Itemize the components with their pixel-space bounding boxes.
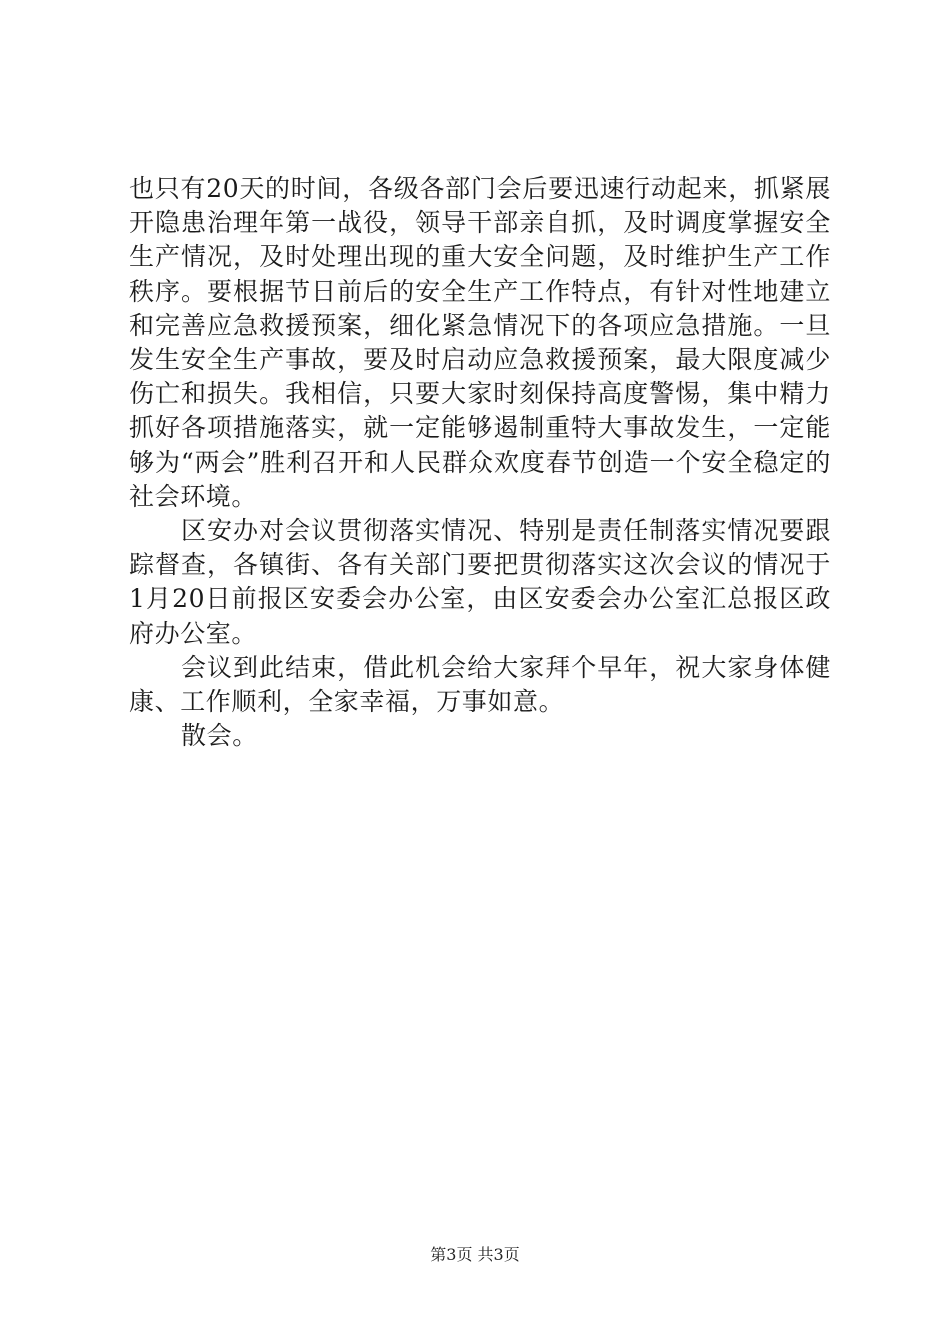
- page-footer: 第3页 共3页: [430, 1245, 520, 1264]
- paragraph-closing-remarks: 会议到此结束，借此机会给大家拜个早年，祝大家身体健康、工作顺利，全家幸福，万事如意。: [129, 652, 831, 717]
- paragraph-continuation: 也只有20天的时间，各级各部门会后要迅速行动起来，抓紧展开隐患治理年第一战役，领导干部亲自抓，及时调度掌握安全生产情况，及时处理出现的重大安全问题，及时维护生产工作秩序。要根据节日前后的安全生产工作特点，有针对性地建立和完善应急救援预案，细化紧急情况下的各项应急措施。一旦发生安全生产事故，要及时启动应急救援预案，最大限度减少伤亡和损失。我相信，只要大家时刻保持高度警惕，集中精力抓好各项措施落实，就一定能够遏制重特大事故发生，一定能够为“两会”胜利召开和人民群众欢度春节创造一个安全稳定的社会环境。: [129, 174, 831, 511]
- paragraph-adjourn: 散会。: [181, 721, 258, 751]
- document-body: [129, 172, 831, 753]
- paragraph-supervision: 区安办对会议贯彻落实情况、特别是责任制落实情况要跟踪督查，各镇街、各有关部门要把贯彻落实这次会议的情况于1月20日前报区安委会办公室，由区安委会办公室汇总报区政府办公室。: [129, 516, 831, 648]
